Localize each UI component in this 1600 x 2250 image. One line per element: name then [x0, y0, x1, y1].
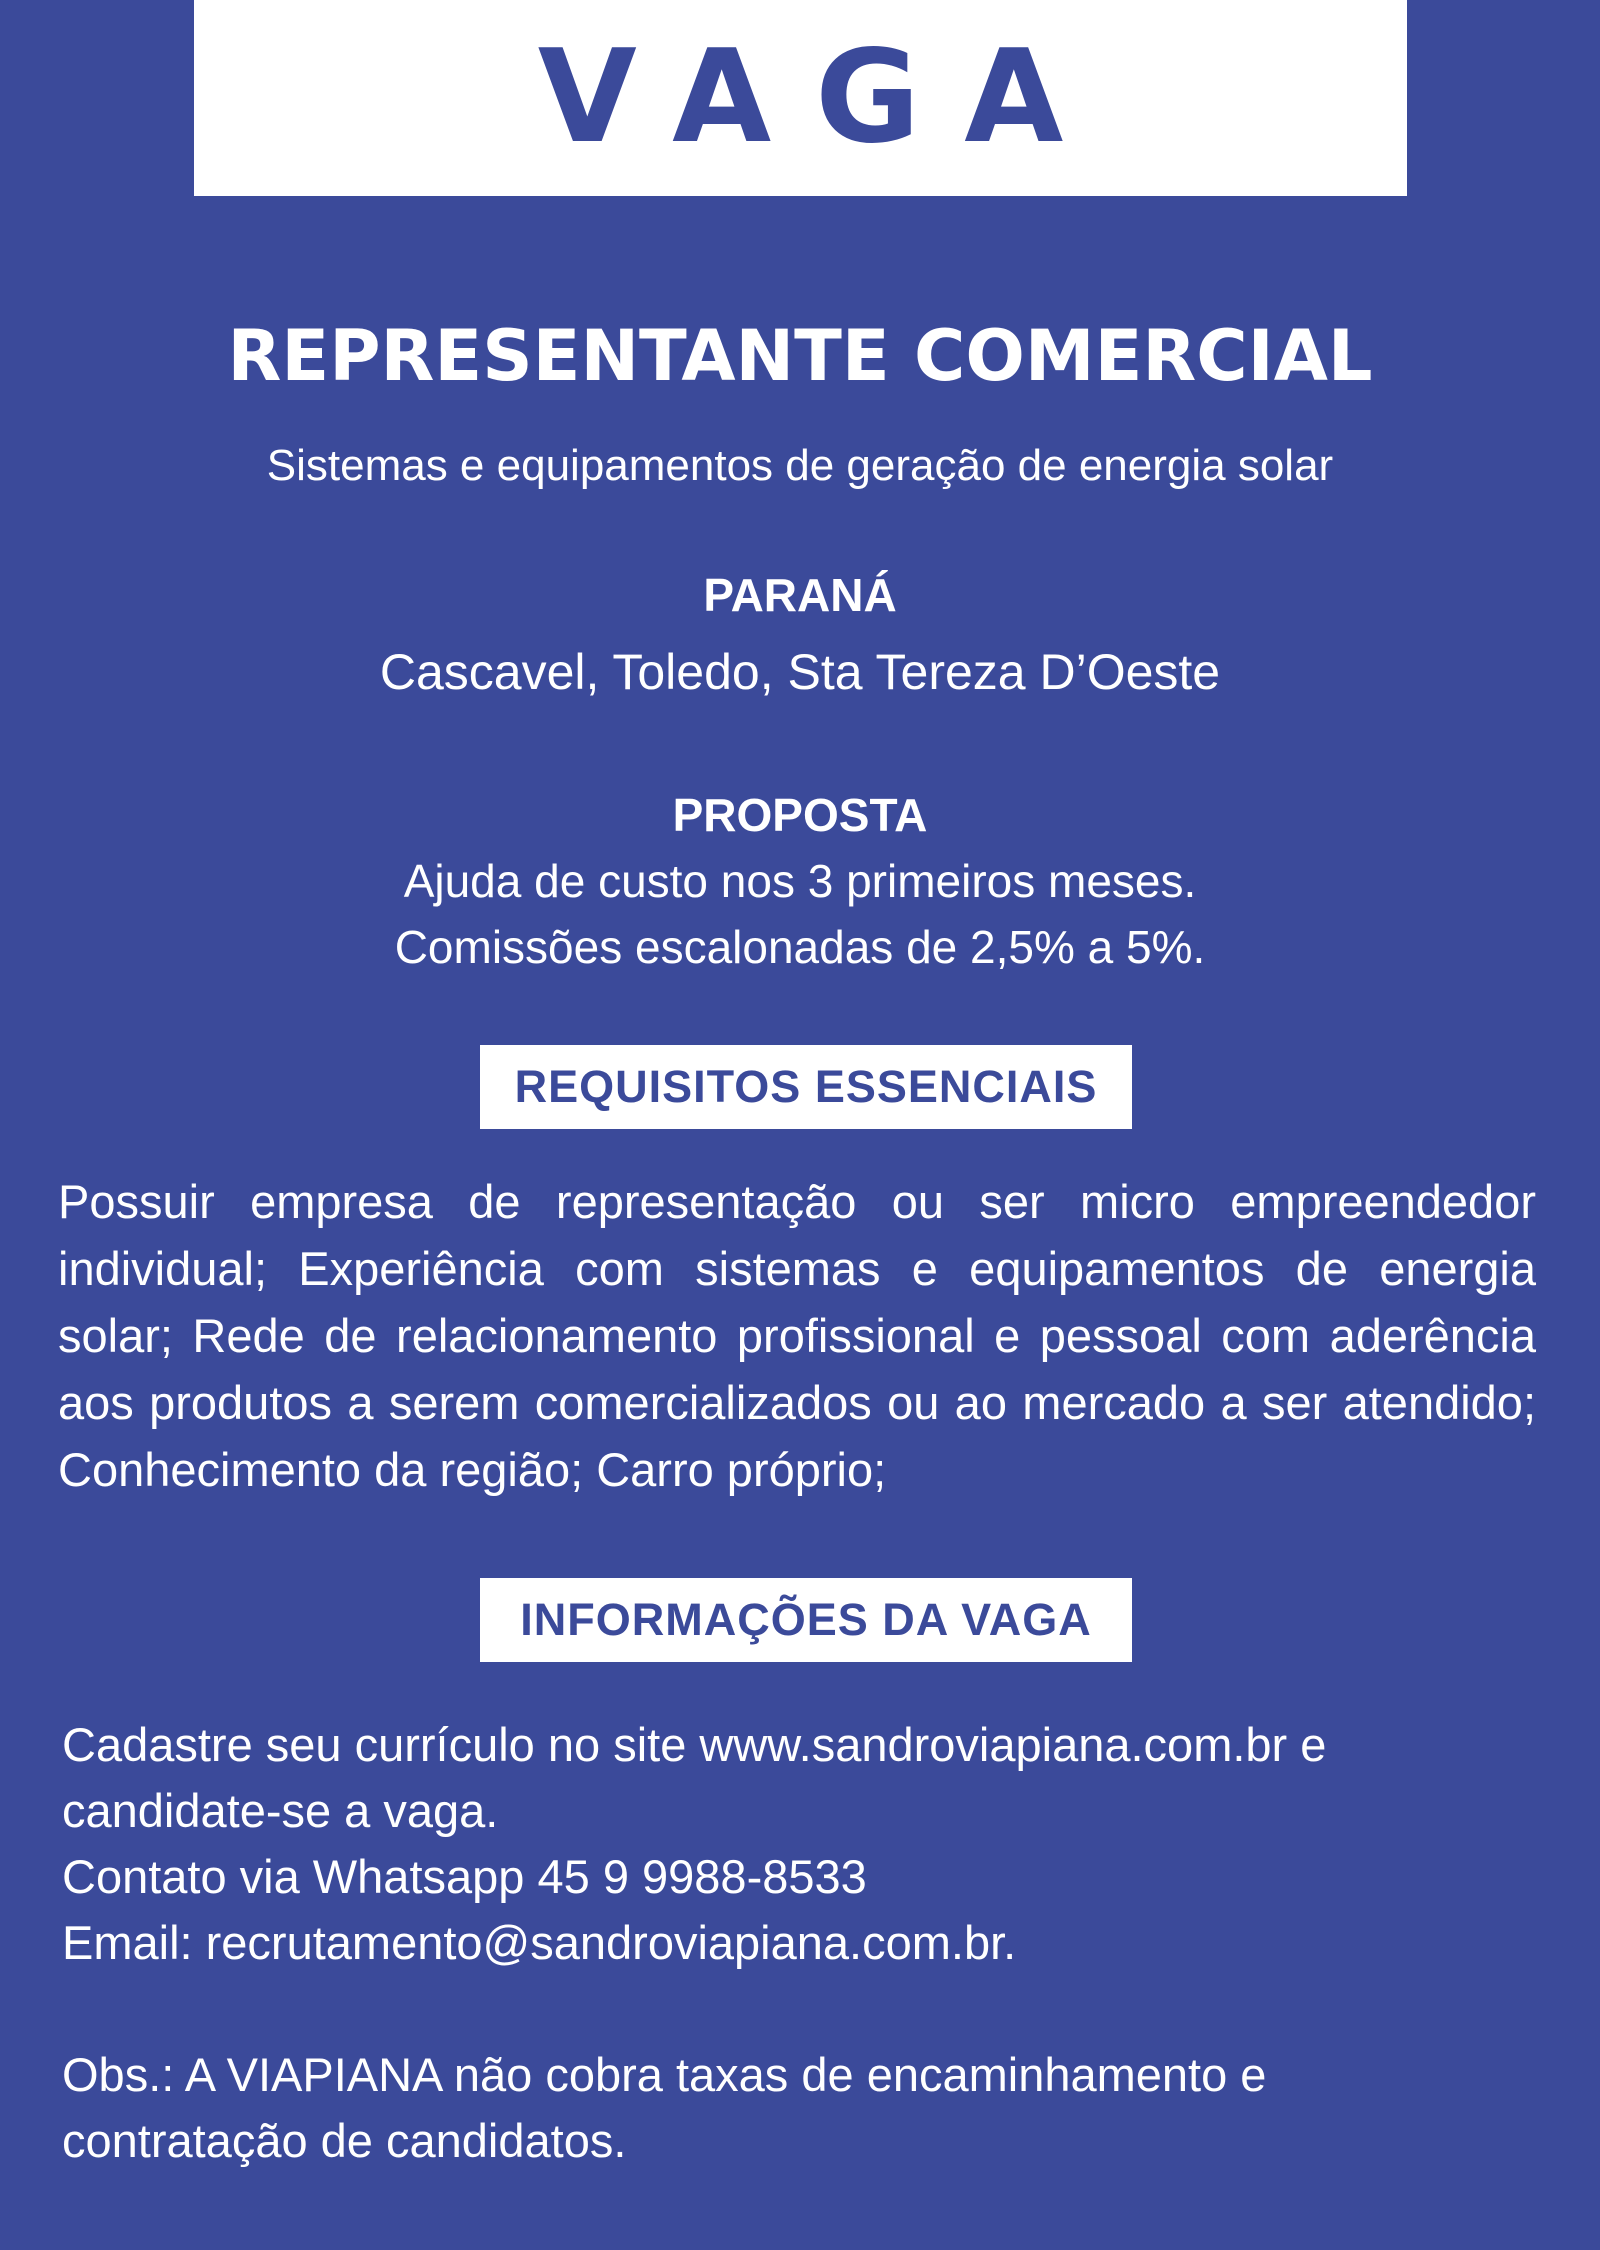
info-line-whatsapp: Contato via Whatsapp 45 9 9988-8533 — [62, 1850, 867, 1903]
requirements-heading-box — [480, 1045, 1132, 1129]
info-line-email: Email: recrutamento@sandroviapiana.com.br. — [62, 1916, 1017, 1969]
header-banner — [194, 0, 1407, 196]
info-heading-box — [480, 1578, 1132, 1662]
requirements-text: Possuir empresa de representação ou ser micro empreendedor individual; Experiência com sistemas e equipamentos de energia solar; Rede de relacionamento profissional e pessoal com aderência aos produtos a serem comercializados ou ao mercado a ser atendido; Conhecimento da região; Carro próprio; — [58, 1175, 1536, 1496]
info-line-register: Cadastre seu currículo no site www.sandroviapiana.com.br e — [62, 1718, 1327, 1771]
job-title: REPRESENTANTE COMERCIAL — [227, 315, 1373, 397]
proposal-line-2: Comissões escalonadas de 2,5% a 5%. — [394, 921, 1206, 973]
info-spacer — [62, 1976, 1502, 2042]
state-label: PARANÁ — [703, 569, 897, 621]
info-line-apply: candidate-se a vaga. — [62, 1784, 499, 1837]
proposal-line-1: Ajuda de custo nos 3 primeiros meses. — [403, 855, 1197, 907]
obs-line-1: Obs.: A VIAPIANA não cobra taxas de encaminhamento e — [62, 2048, 1267, 2101]
requirements-heading: REQUISITOS ESSENCIAIS — [514, 1061, 1098, 1112]
job-subtitle: Sistemas e equipamentos de geração de energia solar — [266, 441, 1334, 490]
proposal-label: PROPOSTA — [672, 789, 928, 841]
cities-text: Cascavel, Toledo, Sta Tereza D’Oeste — [379, 644, 1221, 700]
banner-title: VAGA — [537, 23, 1108, 172]
info-block — [62, 1712, 1502, 2174]
info-heading: INFORMAÇÕES DA VAGA — [520, 1594, 1092, 1645]
obs-line-2: contratação de candidatos. — [62, 2114, 627, 2167]
